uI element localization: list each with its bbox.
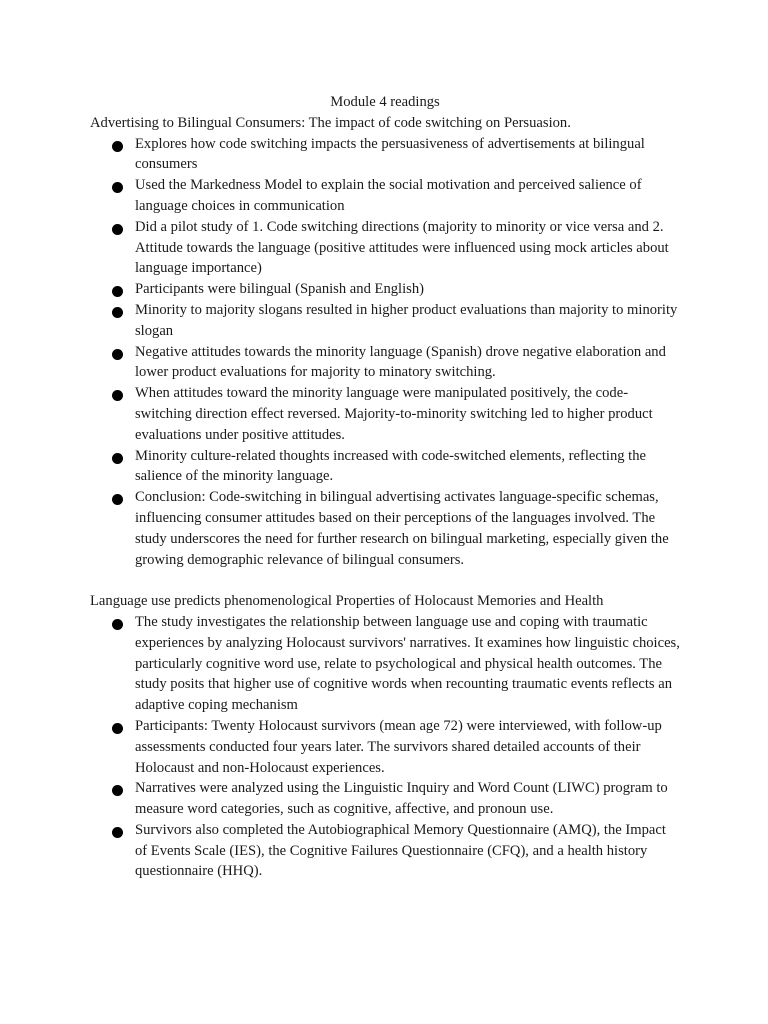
- list-item: [135, 820, 680, 882]
- bullet-list: [90, 134, 680, 571]
- list-item-text: Used the Markedness Model to explain the social motivation and perceived salience of language choices in communication: [135, 177, 642, 214]
- list-item: [135, 279, 680, 300]
- list-item-text: Minority culture-related thoughts increased with code-switched elements, reflecting the salience of the minority language.: [135, 447, 647, 485]
- section-heading: Advertising to Bilingual Consumers: The impact of code switching on Persuasion.: [90, 114, 571, 131]
- bullet-icon: [112, 619, 123, 630]
- list-item-text: Narratives were analyzed using the Linguistic Inquiry and Word Count (LIWC) program to measure word categories, such as cognitive, affective, and pronoun use.: [135, 780, 668, 818]
- list-item: [135, 612, 680, 716]
- bullet-icon: [112, 494, 123, 505]
- bullet-icon: [112, 723, 123, 734]
- list-item: [135, 716, 680, 778]
- list-item-text: Survivors also completed the Autobiographical Memory Questionnaire (AMQ), the Impact of Events Scale (IES), the Cognitive Failures Questionnaire (CFQ), and a health history questionnaire (HHQ).: [135, 821, 666, 880]
- list-item: [135, 134, 680, 176]
- bullet-icon: [112, 224, 123, 235]
- list-item: [135, 217, 680, 279]
- list-item-text: When attitudes toward the minority language were manipulated positively, the code-switching direction effect reversed. Majority-to-minority switching led to higher product evaluations under positive attitudes.: [135, 385, 653, 443]
- section-spacer: [90, 570, 680, 591]
- list-item: [135, 300, 680, 342]
- list-item: [135, 446, 680, 488]
- bullet-icon: [112, 453, 123, 464]
- list-item: [135, 342, 680, 384]
- list-item-text: Negative attitudes towards the minority language (Spanish) drove negative elaboration and lower product evaluations for majority to minatory switching.: [135, 343, 666, 381]
- list-item-text: Minority to majority slogans resulted in higher product evaluations than majority to minority slogan: [135, 301, 678, 339]
- list-item-text: The study investigates the relationship between language use and coping with traumatic experiences by analyzing Holocaust survivors' narratives. It examines how linguistic choices, particularly cognitive word use, relate to psychological and physical health outcomes. The study posits that higher use of cognitive words when recounting traumatic events reflects an adaptive coping mechanism: [135, 613, 680, 714]
- list-item-text: Explores how code switching impacts the persuasiveness of advertisements at bilingual consumers: [135, 135, 645, 173]
- bullet-icon: [112, 349, 123, 360]
- list-item-text: Participants: Twenty Holocaust survivors (mean age 72) were interviewed, with follow-up assessments conducted four years later. The survivors shared detailed accounts of their Holocaust and non-Holocaust experiences.: [135, 717, 662, 776]
- list-item-text: Conclusion: Code-switching in bilingual advertising activates language-specific schemas, influencing consumer attitudes based on their perceptions of the languages involved. The study underscores the need for further research on bilingual marketing, especially given the growing demographic relevance of bilingual consumers.: [135, 489, 669, 568]
- bullet-icon: [112, 286, 123, 297]
- bullet-icon: [112, 141, 123, 152]
- list-item: [135, 383, 680, 445]
- section-advertising: [90, 113, 680, 571]
- bullet-list: [90, 612, 680, 882]
- bullet-icon: [112, 390, 123, 401]
- list-item-text: Did a pilot study of 1. Code switching directions (majority to minority or vice versa and 2. Attitude towards the language (positive attitudes were influenced using mock articles about language importance): [135, 218, 669, 277]
- bullet-icon: [112, 182, 123, 193]
- section-heading: Language use predicts phenomenological Properties of Holocaust Memories and Health: [90, 593, 604, 610]
- document-title: Module 4 readings: [330, 94, 440, 110]
- list-item: [135, 487, 680, 570]
- list-item: [135, 778, 680, 820]
- section-holocaust: [90, 591, 680, 882]
- bullet-icon: [112, 827, 123, 838]
- bullet-icon: [112, 785, 123, 796]
- bullet-icon: [112, 307, 123, 318]
- list-item: [135, 175, 680, 217]
- list-item-text: Participants were bilingual (Spanish and English): [135, 281, 424, 298]
